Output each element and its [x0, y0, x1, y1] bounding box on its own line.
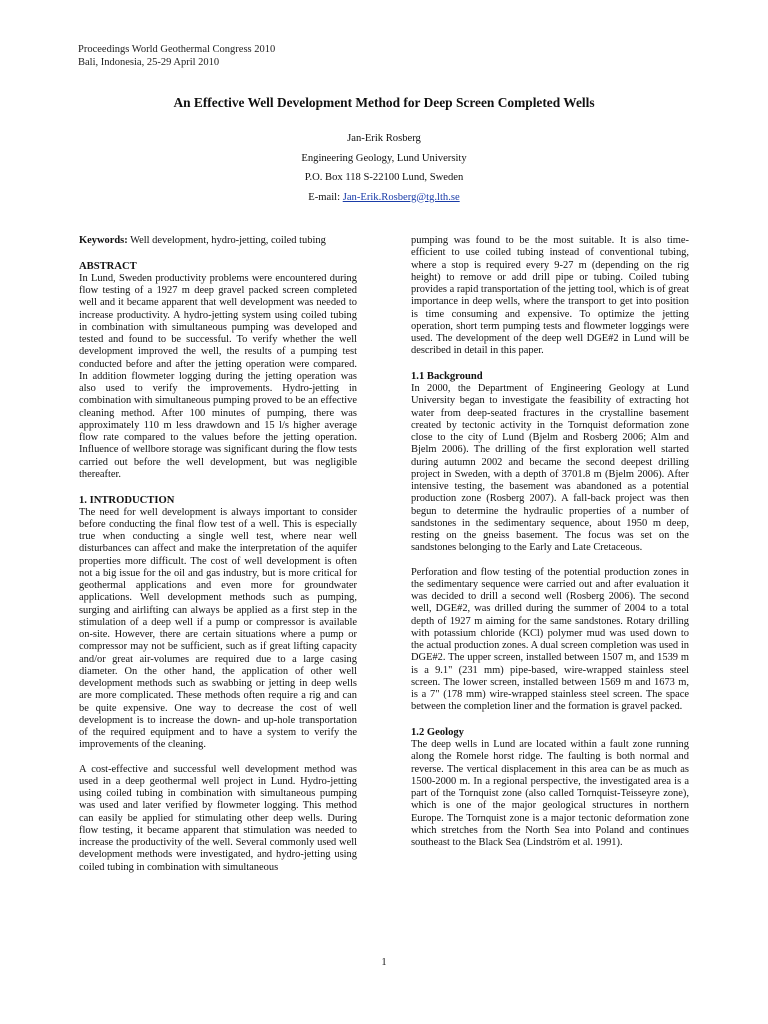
- left-column: [79, 235, 357, 874]
- author-block: [160, 129, 608, 207]
- background-paragraph: Perforation and flow testing of the potential production zones in the sedimentary sequence were carried out and after evaluation it was decided to drill a second well (Rosberg 2006). The second well, DGE#2, was drilled during the summer of 2004 to a total depth of 1927 m aiming for the same sandstones. Rotary drilling with potassium chloride (KCl) polymer mud was used down to the actual production zones. A dual screen completion was used in DGE#2. The upper screen, installed between 1507 m, and 1539 m is a 9.1" (231 mm) pipe-based, wire-wrapped stainless steel screen. The lower screen, installed between 1569 m and 1673 m, is a 7" (178 mm) wire-wrapped stainless steel screen. The space between the completion liner and the formation is gravel packed.: [411, 566, 689, 713]
- author-address: P.O. Box 118 S-22100 Lund, Sweden: [304, 172, 464, 183]
- author-name: Jan-Erik Rosberg: [347, 133, 421, 144]
- page-number: 1: [381, 957, 387, 968]
- right-column: [411, 235, 689, 849]
- geology-heading: 1.2 Geology: [411, 727, 464, 738]
- introduction-heading: 1. INTRODUCTION: [79, 494, 175, 506]
- author-affiliation: Engineering Geology, Lund University: [301, 152, 467, 164]
- introduction-paragraph: A cost-effective and successful well development method was used in a deep geothermal well project in Lund. Hydro-jetting using coiled tubing in combination with simultaneous pumping was used and later verified by flowmeter logging. This method can easily be applied for stimulating other deep wells. During flow testing, it became apparent that stimulation was needed to increase the productivity of the well. Several commonly used well development methods were investigated, and hydro-jetting using coiled tubing in combination with simultaneous: [79, 763, 357, 873]
- proceedings-header: [78, 43, 275, 69]
- background-heading: 1.1 Background: [411, 371, 483, 382]
- keywords-text: Well development, hydro-jetting, coiled tubing: [127, 235, 326, 246]
- email-label: E-mail:: [308, 191, 343, 203]
- introduction-paragraph-continued: pumping was found to be the most suitable. It is also time-efficient to use coiled tubing instead of conventional tubing, where a stop is required every 9-27 m (depending on the rig height) to remove or add drill pipe or tubing. Coiled tubing provides a rapid transportation of the jetting tool, which is of great importance in deep wells, where the transport to get into position is time consuming and expensive. To optimize the jetting operation, short term pumping tests and flowmeter loggings were used. The development of the deep well DGE#2 in Lund will be described in detail in this paper.: [411, 235, 689, 357]
- abstract-text: In Lund, Sweden productivity problems were encountered during flow testing of a 1927 m deep gravel packed screen completed well and it became apparent that well development was needed to increase productivity. A hydro-jetting system using coiled tubing in combination with simultaneous pumping was developed and tested and found to be successful. To verify whether the well development improved the well, the results of a pumping test conducted before and after the jetting operation were compared. In addition flowmeter logging during the jetting operation was also used to verify the improvements. Hydro-jetting in combination with simultaneous pumping proved to be an effective cleaning method. After 100 minutes of pumping, there was approximately 110 m less drawdown and 15 l/s higher average flow rate compared to the values before the jetting operation. Influence of wellbore storage was significant during the flow tests carried out before the well development, but was negligible thereafter.: [79, 272, 357, 480]
- keywords-line: [79, 235, 357, 247]
- email-link[interactable]: Jan-Erik.Rosberg@tg.lth.se: [342, 191, 460, 203]
- keywords-label: Keywords:: [79, 235, 128, 246]
- proceedings-line: Proceedings World Geothermal Congress 2010: [78, 44, 276, 55]
- abstract-heading: ABSTRACT: [79, 260, 137, 272]
- conference-location-line: Bali, Indonesia, 25-29 April 2010: [78, 57, 220, 68]
- introduction-paragraph: The need for well development is always important to consider before conducting the final flow test of a well. This is especially true when conducting a single well test, where near well disturbances can affect and make the interpretation of the aquifer properties more difficult. The cost of well development is often not a big issue for the oil and gas industry, but is more critical for geothermal applications and even more for groundwater applications. Well development methods such as pumping, surging and airlifting can always be applied as a first step in the stimulation of a deep well if a pump or compressor is available on-site. However, there are certain situations where a pump or compressor may not be sufficient, such as if great lifting capacity and/or great air-volumes are required due to a large casing diameter. On the other hand, the application of other well development methods such as swabbing or jetting in deep wells are more complicated. These methods often require a rig and can be quite expensive. One way to decrease the cost of well development is to increase the down- and up-hole transportation of the required equipment and to have a system to verify the improvements of the cleaning.: [79, 506, 357, 751]
- paper-title: An Effective Well Development Method for Deep Screen Completed Wells: [173, 95, 595, 110]
- background-paragraph: In 2000, the Department of Engineering Geology at Lund University began to investigate the feasibility of extracting hot water from deep-seated fractures in the crystalline basement created by tectonic activity in the Tornquist deformation zone close to the city of Lund (Bjelm and Rosberg 2006; Alm and Bjelm 2006). The drilling of the first exploration well started during autumn 2002 and became the second deepest drilling project in Sweden, with a depth of 3701.8 m (Bjelm 2006). After intensive testing, the basement was abandoned as a potential production zone (Rosberg 2007). A fall-back project was then begun to determine the hydraulic properties of a number of sandstones in the sedimentary sequence, about 1950 m deep, resting on the gneiss basement. The focus was set on the sandstones belonging to the Early and Late Cretaceous.: [411, 383, 689, 554]
- author-email-line: [160, 188, 608, 208]
- geology-paragraph: The deep wells in Lund are located within a fault zone running along the Romele horst ridge. The faulting is both normal and reverse. The vertical displacement in this area can be as much as 1500-2000 m. In a regional perspective, the investigated area is a part of the Tornquist zone (also called Tornquist-Teisseyre zone), which is one of the major geological structures in northern Europe. The Tornquist zone is a major tectonic deformation zone which stretches from the North Sea into Poland and continues southeast to the Black Sea (Lindström et al. 1991).: [411, 739, 689, 848]
